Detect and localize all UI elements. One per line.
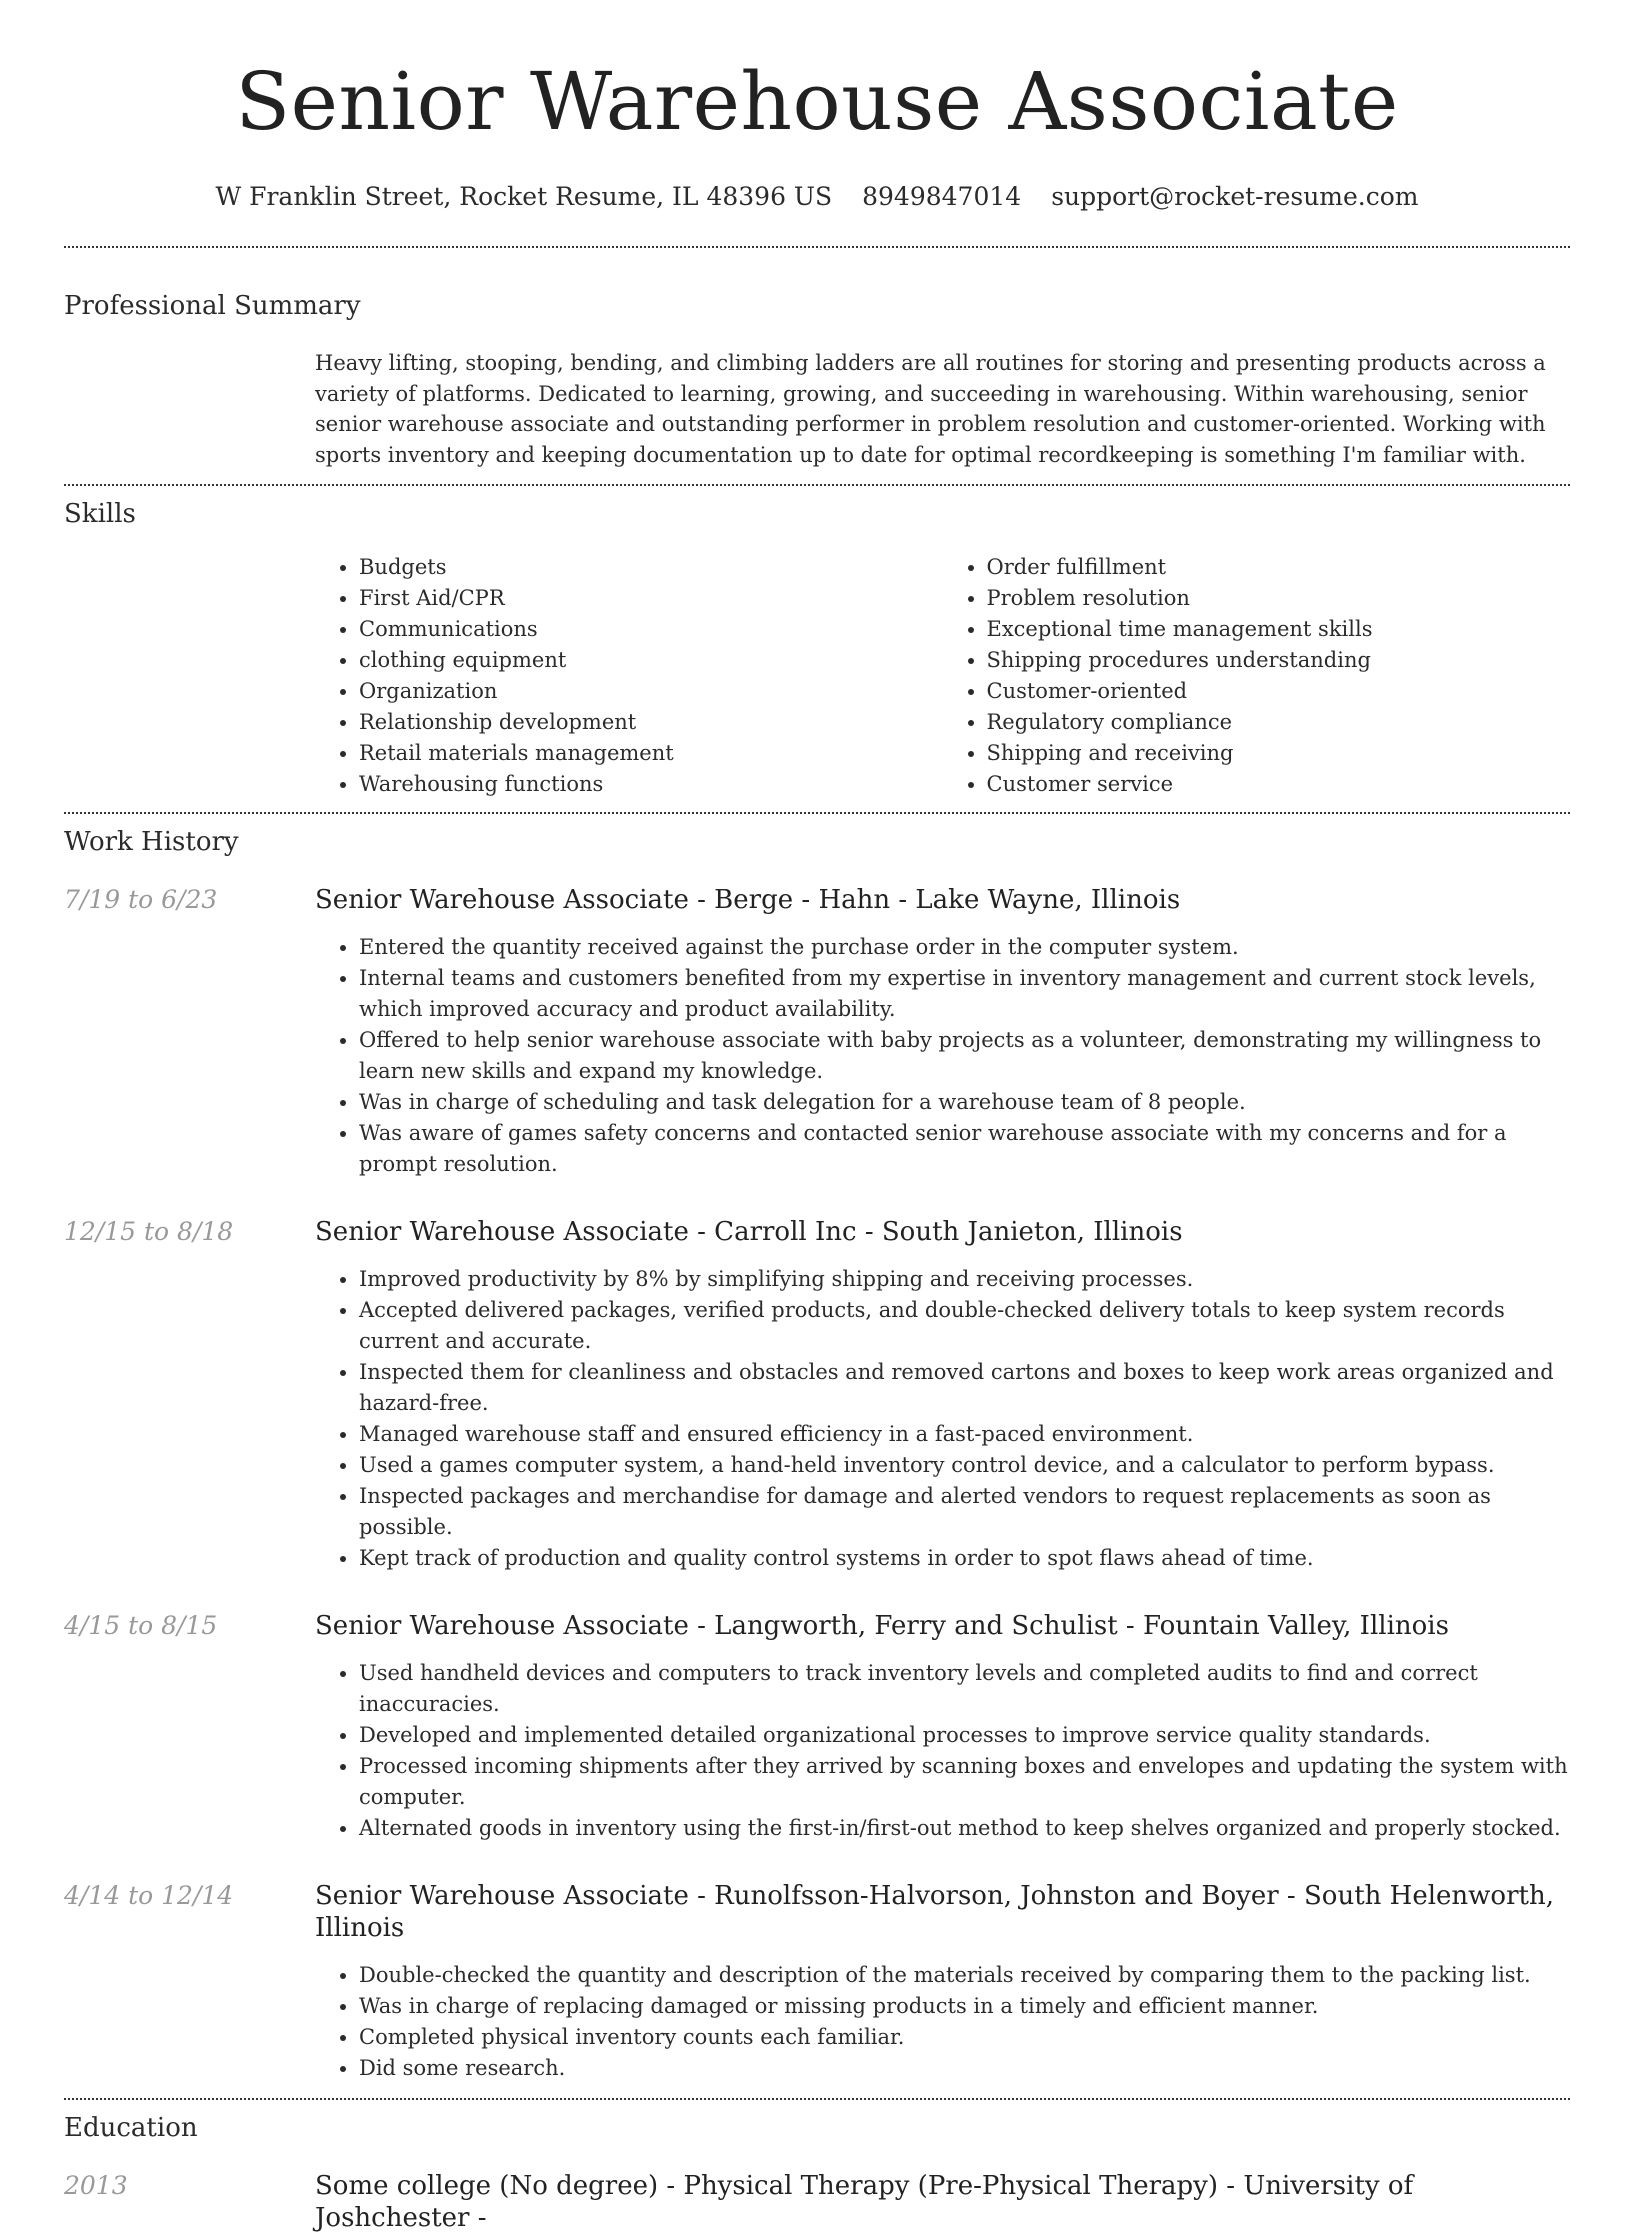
section-title-summary: Professional Summary [64, 291, 361, 321]
list-item: • Double-checked the quantity and description of the materials received by comparing them to the packing list. [359, 1960, 1570, 1991]
list-item: • Internal teams and customers benefited from my expertise in inventory management and current stock levels, which improved accuracy and product availability. [359, 963, 1570, 1025]
section-title-skills: Skills [64, 499, 136, 529]
list-item: • Was aware of games safety concerns and contacted senior warehouse associate with my concerns and for a prompt resolution. [359, 1118, 1570, 1180]
job-dates: 4/14 to 12/14 [64, 1881, 234, 1910]
job-company: - Carroll Inc - South Janieton, Illinois [688, 1217, 1183, 1247]
list-item: • Did some research. [359, 2053, 1570, 2084]
education-year: 2013 [64, 2171, 128, 2200]
job-role: Senior Warehouse Associate [315, 1881, 689, 1911]
job-role: Senior Warehouse Associate [315, 1217, 689, 1247]
skills-column-left [315, 552, 943, 800]
job-title [315, 1880, 1570, 1944]
list-item: • Kept track of production and quality control systems in order to spot flaws ahead of time. [359, 1543, 1570, 1574]
list-item: • Shipping and receiving [987, 738, 1571, 769]
section-title-education: Education [64, 2113, 198, 2143]
job-title [315, 884, 1570, 916]
list-item: • Entered the quantity received against the purchase order in the computer system. [359, 932, 1570, 963]
skills-column-right [943, 552, 1571, 800]
job-bullets [315, 1264, 1570, 1574]
resume-page [64, 0, 1570, 2234]
list-item: • Alternated goods in inventory using the first-in/first-out method to keep shelves organized and properly stocked. [359, 1813, 1570, 1844]
job-role: Senior Warehouse Associate [315, 885, 689, 915]
list-item: • Problem resolution [987, 583, 1571, 614]
contact-email: support@rocket-resume.com [1051, 182, 1419, 211]
job-bullets [315, 932, 1570, 1180]
job-entry [64, 1216, 1570, 1574]
list-item: • Customer-oriented [987, 676, 1571, 707]
list-item: • Retail materials management [359, 738, 943, 769]
job-role: Senior Warehouse Associate [315, 1611, 689, 1641]
contact-address: W Franklin Street, Rocket Resume, IL 48396 US [215, 182, 833, 211]
divider [64, 2098, 1570, 2100]
summary-text: Heavy lifting, stooping, bending, and climbing ladders are all routines for storing and presenting products across a variety of platforms. Dedicated to learning, growing, and succeeding in warehousing. Within warehousing, senior senior warehouse associate and outstanding performer in problem resolution and customer-oriented. Working with sports inventory and keeping documentation up to date for optimal recordkeeping is something I'm familiar with. [315, 351, 1546, 467]
job-dates: 4/15 to 8/15 [64, 1611, 218, 1640]
list-item: • Shipping procedures understanding [987, 645, 1571, 676]
list-item: • Budgets [359, 552, 943, 583]
list-item: • Was in charge of replacing damaged or missing products in a timely and efficient manner. [359, 1991, 1570, 2022]
job-company: - Langworth, Ferry and Schulist - Fountain Valley, Illinois [688, 1611, 1449, 1641]
list-item: • Used a games computer system, a hand-held inventory control device, and a calculator to perform bypass. [359, 1450, 1570, 1481]
job-dates: 7/19 to 6/23 [64, 885, 218, 914]
job-title [315, 1216, 1570, 1248]
list-item: • Completed physical inventory counts each familiar. [359, 2022, 1570, 2053]
job-bullets [315, 1960, 1570, 2084]
list-item: • First Aid/CPR [359, 583, 943, 614]
job-entry [64, 884, 1570, 1180]
job-entry [64, 1880, 1570, 2084]
contact-line [64, 182, 1570, 212]
job-entry [64, 1610, 1570, 1844]
job-company: - Berge - Hahn - Lake Wayne, Illinois [688, 885, 1181, 915]
list-item: • Warehousing functions [359, 769, 943, 800]
list-item: • Order fulfillment [987, 552, 1571, 583]
divider [64, 812, 1570, 814]
list-item: • Customer service [987, 769, 1571, 800]
list-item: • Improved productivity by 8% by simplifying shipping and receiving processes. [359, 1264, 1570, 1295]
job-bullets [315, 1658, 1570, 1844]
education-entry [64, 2170, 1570, 2234]
skills-list [315, 552, 1570, 800]
list-item: • Inspected packages and merchandise for damage and alerted vendors to request replacements as soon as possible. [359, 1481, 1570, 1543]
divider [64, 484, 1570, 486]
divider [64, 246, 1570, 248]
list-item: • Regulatory compliance [987, 707, 1571, 738]
job-company: - Runolfsson-Halvorson, Johnston and Boyer - South Helenworth, Illinois [315, 1881, 1554, 1943]
list-item: • Was in charge of scheduling and task delegation for a warehouse team of 8 people. [359, 1087, 1570, 1118]
list-item: • Used handheld devices and computers to track inventory levels and completed audits to find and correct inaccuracies. [359, 1658, 1570, 1720]
list-item: • Offered to help senior warehouse associate with baby projects as a volunteer, demonstrating my willingness to learn new skills and expand my knowledge. [359, 1025, 1570, 1087]
education-text: Some college (No degree) - Physical Therapy (Pre-Physical Therapy) - University of Joshchester - [315, 2171, 1414, 2233]
list-item: • Communications [359, 614, 943, 645]
contact-phone: 8949847014 [862, 182, 1022, 211]
list-item: • Developed and implemented detailed organizational processes to improve service quality standards. [359, 1720, 1570, 1751]
list-item: • Inspected them for cleanliness and obstacles and removed cartons and boxes to keep work areas organized and hazard-free. [359, 1357, 1570, 1419]
resume-name: Senior Warehouse Associate [235, 55, 1399, 148]
list-item: • Relationship development [359, 707, 943, 738]
section-title-work-history: Work History [64, 827, 239, 857]
list-item: • Managed warehouse staff and ensured efficiency in a fast-paced environment. [359, 1419, 1570, 1450]
job-dates: 12/15 to 8/18 [64, 1217, 234, 1246]
list-item: • clothing equipment [359, 645, 943, 676]
list-item: • Exceptional time management skills [987, 614, 1571, 645]
job-title [315, 1610, 1570, 1642]
list-item: • Organization [359, 676, 943, 707]
list-item: • Accepted delivered packages, verified products, and double-checked delivery totals to keep system records current and accurate. [359, 1295, 1570, 1357]
list-item: • Processed incoming shipments after they arrived by scanning boxes and envelopes and updating the system with computer. [359, 1751, 1570, 1813]
